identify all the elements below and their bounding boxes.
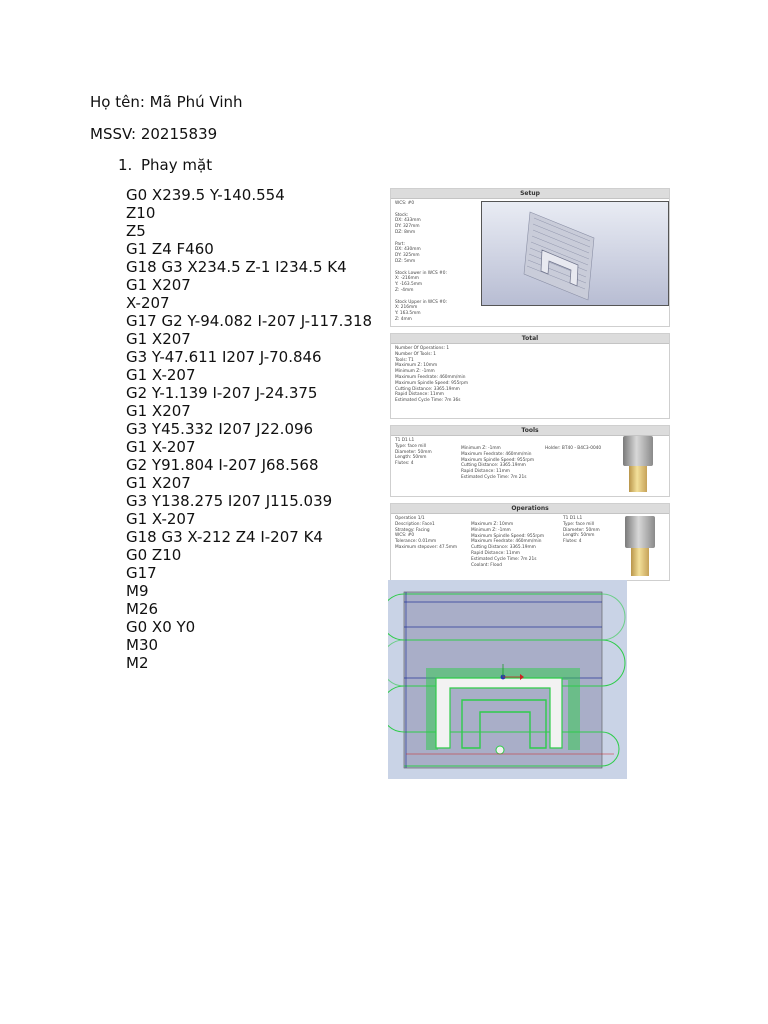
- info-line: Estimated Cycle Time: 7m 21s: [461, 474, 527, 480]
- gcode-line: G17: [126, 564, 157, 582]
- info-line: Maximum Z: 10mm: [471, 522, 514, 527]
- info-line: Cutting Distance: 3365.19mm: [471, 545, 536, 551]
- setup-info: [395, 201, 447, 323]
- info-line: Rapid Distance: 11mm: [471, 550, 520, 556]
- info-line: Maximum Spindle Speed: 955rpm: [461, 457, 535, 463]
- section-title: Phay mặt: [141, 156, 213, 174]
- info-line: DX: 430mm: [395, 247, 421, 253]
- info-line: Rapid Distance: 11mm: [461, 469, 510, 475]
- gcode-line: G0 X239.5 Y-140.554: [126, 186, 285, 204]
- info-line: X: -216mm: [395, 276, 419, 282]
- gcode-line: G1 X207: [126, 474, 191, 492]
- info-line: Maximum stepover: 47.5mm: [395, 544, 458, 550]
- info-line: Operation 1/1: [395, 516, 425, 521]
- gcode-line: Z10: [126, 204, 156, 222]
- info-line: Number Of Tools: 1: [395, 351, 437, 357]
- student-name: Họ tên: Mã Phú Vinh: [90, 93, 243, 111]
- info-line: Rapid Distance: 11mm: [395, 392, 444, 398]
- info-line: WCS: #0: [395, 533, 415, 539]
- info-line: Estimated Cycle Time: 7m 36s: [395, 398, 461, 404]
- info-line: Maximum Spindle Speed: 955rpm: [395, 380, 469, 386]
- gcode-listing: [126, 186, 376, 672]
- info-line: Minimum Z: -1mm: [395, 369, 435, 375]
- gcode-line: G1 X-207: [126, 510, 196, 528]
- gcode-line: X-207: [126, 294, 170, 312]
- info-line: Description: Face1: [395, 521, 435, 527]
- info-line: Length: 50mm: [395, 455, 427, 461]
- info-line: Maximum Spindle Speed: 955rpm: [471, 533, 545, 539]
- tools-panel-title: Tools: [391, 426, 669, 436]
- operations-panel: [390, 503, 670, 581]
- info-line: Cutting Distance: 3365.19mm: [461, 463, 526, 469]
- info-line: Diameter: 50mm: [563, 527, 600, 533]
- info-line: DX: 433mm: [395, 218, 421, 224]
- stock-3d-icon: [482, 202, 668, 305]
- info-line: DZ: 5mm: [395, 258, 416, 264]
- face-mill-icon: [625, 516, 655, 576]
- info-line: Type: face mill: [395, 443, 426, 449]
- info-line: Number Of Operations: 1: [395, 346, 450, 351]
- info-line: Holder: BT40 - B4C3-0040: [545, 446, 602, 451]
- tools-col3: [545, 446, 601, 452]
- setup-panel-title: Setup: [391, 189, 669, 199]
- info-line: T1 D1 L1: [395, 438, 415, 443]
- info-line: Maximum Feedrate: 460mm/min: [395, 374, 466, 380]
- setup-panel: [390, 188, 670, 327]
- gcode-line: G1 X207: [126, 402, 191, 420]
- gcode-line: M9: [126, 582, 149, 600]
- gcode-line: G1 X-207: [126, 438, 196, 456]
- info-line: Y: 163.5mm: [395, 311, 421, 317]
- gcode-line: G3 Y138.275 I207 J115.039: [126, 492, 333, 510]
- gcode-line: Z5: [126, 222, 146, 240]
- info-line: Flutes: 4: [395, 461, 414, 467]
- info-line: Tools: T1: [395, 357, 414, 363]
- info-line: DZ: 8mm: [395, 229, 416, 235]
- gcode-line: G1 X207: [126, 330, 191, 348]
- operations-col3: [563, 516, 600, 545]
- info-line: Stock:: [395, 212, 409, 218]
- info-line: WCS: #0: [395, 201, 415, 206]
- gcode-line: M26: [126, 600, 159, 618]
- info-line: Maximum Feedrate: 460mm/min: [471, 539, 542, 545]
- info-line: DY: 325mm: [395, 253, 420, 259]
- student-id: MSSV: 20215839: [90, 125, 218, 143]
- info-line: Minimum Z: -1mm: [461, 446, 501, 451]
- gcode-line: G17 G2 Y-94.082 I-207 J-117.318: [126, 312, 373, 330]
- gcode-line: G3 Y45.332 I207 J22.096: [126, 420, 314, 438]
- tools-panel: [390, 425, 670, 497]
- setup-preview-image: [481, 201, 669, 306]
- gcode-line: G18 G3 X234.5 Z-1 I234.5 K4: [126, 258, 347, 276]
- face-mill-icon: [623, 436, 653, 492]
- info-line: Estimated Cycle Time: 7m 21s: [471, 556, 537, 562]
- info-line: Type: face mill: [563, 521, 594, 527]
- info-line: DY: 327mm: [395, 224, 420, 230]
- info-line: Diameter: 50mm: [395, 449, 432, 455]
- gcode-line: G18 G3 X-212 Z4 I-207 K4: [126, 528, 323, 546]
- info-line: Y: -163.5mm: [395, 282, 423, 288]
- gcode-line: G3 Y-47.611 I207 J-70.846: [126, 348, 322, 366]
- info-line: T1 D1 L1: [563, 516, 583, 521]
- operations-col2: [471, 522, 544, 568]
- total-info: [395, 346, 468, 404]
- info-line: X: 216mm: [395, 305, 418, 311]
- gcode-line: M30: [126, 636, 159, 654]
- gcode-line: G1 X-207: [126, 366, 196, 384]
- info-line: Minimum Z: -1mm: [471, 527, 511, 533]
- tools-col2: [461, 446, 534, 481]
- operations-panel-title: Operations: [391, 504, 669, 514]
- toolpath-drawing: [388, 580, 627, 779]
- gcode-line: M2: [126, 654, 149, 672]
- info-line: Z: -4mm: [395, 287, 414, 293]
- info-line: Stock Upper in WCS #0:: [395, 299, 448, 305]
- gcode-line: G2 Y91.804 I-207 J68.568: [126, 456, 319, 474]
- info-line: Part:: [395, 241, 405, 247]
- info-line: Coolant: Flood: [471, 562, 502, 568]
- info-line: Flutes: 4: [563, 539, 582, 545]
- section-number: 1.: [118, 156, 133, 174]
- info-line: Tolerance: 0.01mm: [395, 539, 437, 545]
- tools-col1: [395, 438, 432, 467]
- info-line: Length: 50mm: [563, 533, 595, 539]
- info-line: Cutting Distance: 3365.19mm: [395, 386, 460, 392]
- total-panel: [390, 333, 670, 419]
- info-line: Maximum Z: 10mm: [395, 363, 438, 369]
- gcode-line: G1 X207: [126, 276, 191, 294]
- info-line: Maximum Feedrate: 460mm/min: [461, 451, 532, 457]
- toolpath-simulation-image: [388, 580, 627, 779]
- gcode-line: G0 Z10: [126, 546, 182, 564]
- gcode-line: G0 X0 Y0: [126, 618, 196, 636]
- gcode-line: G2 Y-1.139 I-207 J-24.375: [126, 384, 318, 402]
- info-line: Strategy: Facing: [395, 527, 430, 533]
- info-line: Stock Lower in WCS #0:: [395, 270, 447, 276]
- operations-col1: [395, 516, 457, 551]
- gcode-line: G1 Z4 F460: [126, 240, 214, 258]
- total-panel-title: Total: [391, 334, 669, 344]
- info-line: Z: 4mm: [395, 316, 412, 322]
